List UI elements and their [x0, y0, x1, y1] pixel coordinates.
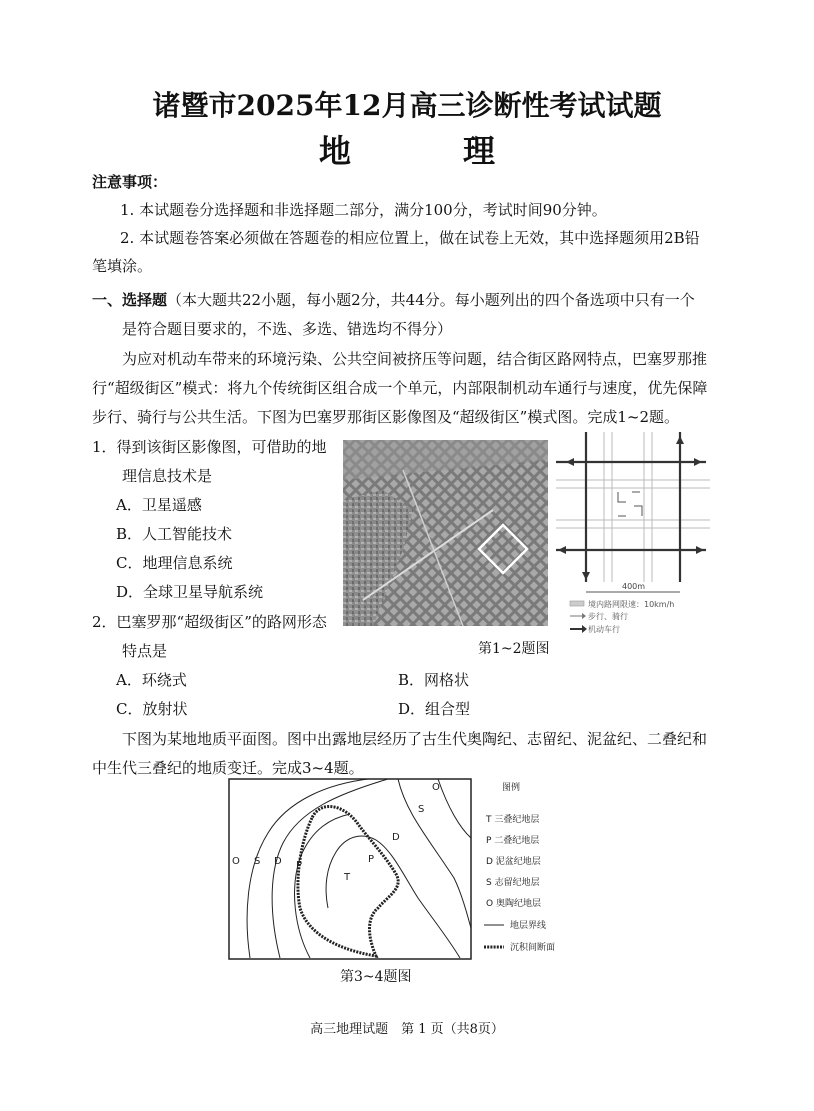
q2-stem: 2．巴塞罗那“超级街区”的路网形态: [92, 613, 327, 631]
legend-triassic: T 三叠纪地层: [486, 815, 540, 825]
q2-option-d: D．组合型: [398, 700, 471, 718]
q1-option-d: D．全球卫星导航系统: [116, 583, 264, 601]
legend-unconformity: 沉积间断面: [510, 943, 556, 953]
legend-speed-limit: 境内路网限速：10km/h: [588, 600, 675, 609]
legend-boundary: 地层界线: [510, 921, 547, 931]
notice-item-1: 1. 本试题卷分选择题和非选择题二部分，满分100分，考试时间90分钟。: [120, 201, 607, 219]
superblock-diagram: [556, 432, 710, 642]
legend-permian: P 二叠纪地层: [486, 836, 540, 846]
q1-option-c: C．地理信息系统: [116, 554, 233, 572]
q2-option-c: C．放射状: [116, 700, 188, 718]
map-label-t: T: [344, 872, 351, 883]
passage1-line1: 为应对机动车带来的环境污染、公共空间被挤压等问题，结合街区路网特点，巴塞罗那推: [122, 350, 708, 368]
notice-item-2-cont: 笔填涂。: [92, 257, 153, 275]
legend-ordovician: O 奥陶纪地层: [486, 899, 541, 909]
q1-option-b: B．人工智能技术: [116, 525, 233, 543]
q1-stem: 1．得到该街区影像图，可借助的地: [92, 438, 327, 456]
page-footer: 高三地理试题 第 1 页（共8页）: [310, 1022, 504, 1037]
passage1-line3: 步行、骑行与公共生活。下图为巴塞罗那街区影像图及“超级街区”模式图。完成1~2题。: [92, 408, 679, 426]
map-label-o-right: O: [432, 782, 440, 793]
map-label-s-left: S: [254, 856, 261, 867]
map-label-d-left: D: [274, 856, 282, 867]
geologic-legend: [480, 778, 580, 958]
exam-title: 诸暨市2025年12月高三诊断性考试试题: [152, 89, 662, 122]
map-label-o-left: O: [232, 856, 240, 867]
figure34-caption: 第3~4题图: [340, 969, 412, 985]
passage1-line2: 行“超级街区”模式：将九个传统街区组合成一个单元，内部限制机动车通行与速度，优先保障: [92, 379, 708, 397]
notice-heading: 注意事项：: [92, 173, 168, 191]
q2-option-b: B．网格状: [398, 671, 470, 689]
q2-option-a: A．环绕式: [116, 671, 187, 689]
legend-silurian: S 志留纪地层: [486, 878, 540, 888]
legend-vehicle: 机动车行: [588, 625, 620, 634]
map-label-s-right: S: [418, 804, 425, 815]
legend-walk-bike: 步行、骑行: [588, 612, 628, 621]
legend-title: 图例: [502, 783, 521, 793]
q1-option-a: A．卫星遥感: [116, 496, 202, 514]
passage2-line2: 中生代三叠纪的地质变迁。完成3~4题。: [92, 759, 364, 777]
legend-devonian: D 泥盆纪地层: [486, 857, 541, 867]
section1-heading-label: 一、选择题: [92, 291, 168, 309]
section1-heading-cont: 是符合题目要求的，不选、多选、错选均不得分）: [122, 320, 453, 338]
q2-stem-cont: 特点是: [122, 642, 168, 660]
q1-stem-cont: 理信息技术是: [122, 467, 213, 485]
notice-item-2: 2. 本试题卷答案必须做在答题卷的相应位置上，做在试卷上无效，其中选择题须用2B铅: [120, 229, 700, 247]
section1-heading: [92, 290, 695, 310]
figure12-caption: 第1~2题图: [478, 641, 550, 657]
subject-title: 地 理: [318, 132, 535, 170]
map-label-p-left: P: [296, 860, 303, 871]
passage2-line1: 下图为某地地质平面图。图中出露地层经历了古生代奥陶纪、志留纪、泥盆纪、二叠纪和: [122, 730, 708, 748]
satellite-image: [343, 440, 548, 626]
map-label-d-right: D: [392, 832, 400, 843]
map-label-p-right: P: [368, 854, 375, 865]
geologic-map: [228, 778, 472, 960]
scale-label: 400m: [622, 582, 646, 591]
section1-heading-text: （本大题共22小题，每小题2分，共44分。每小题列出的四个备选项中只有一个: [167, 291, 695, 309]
